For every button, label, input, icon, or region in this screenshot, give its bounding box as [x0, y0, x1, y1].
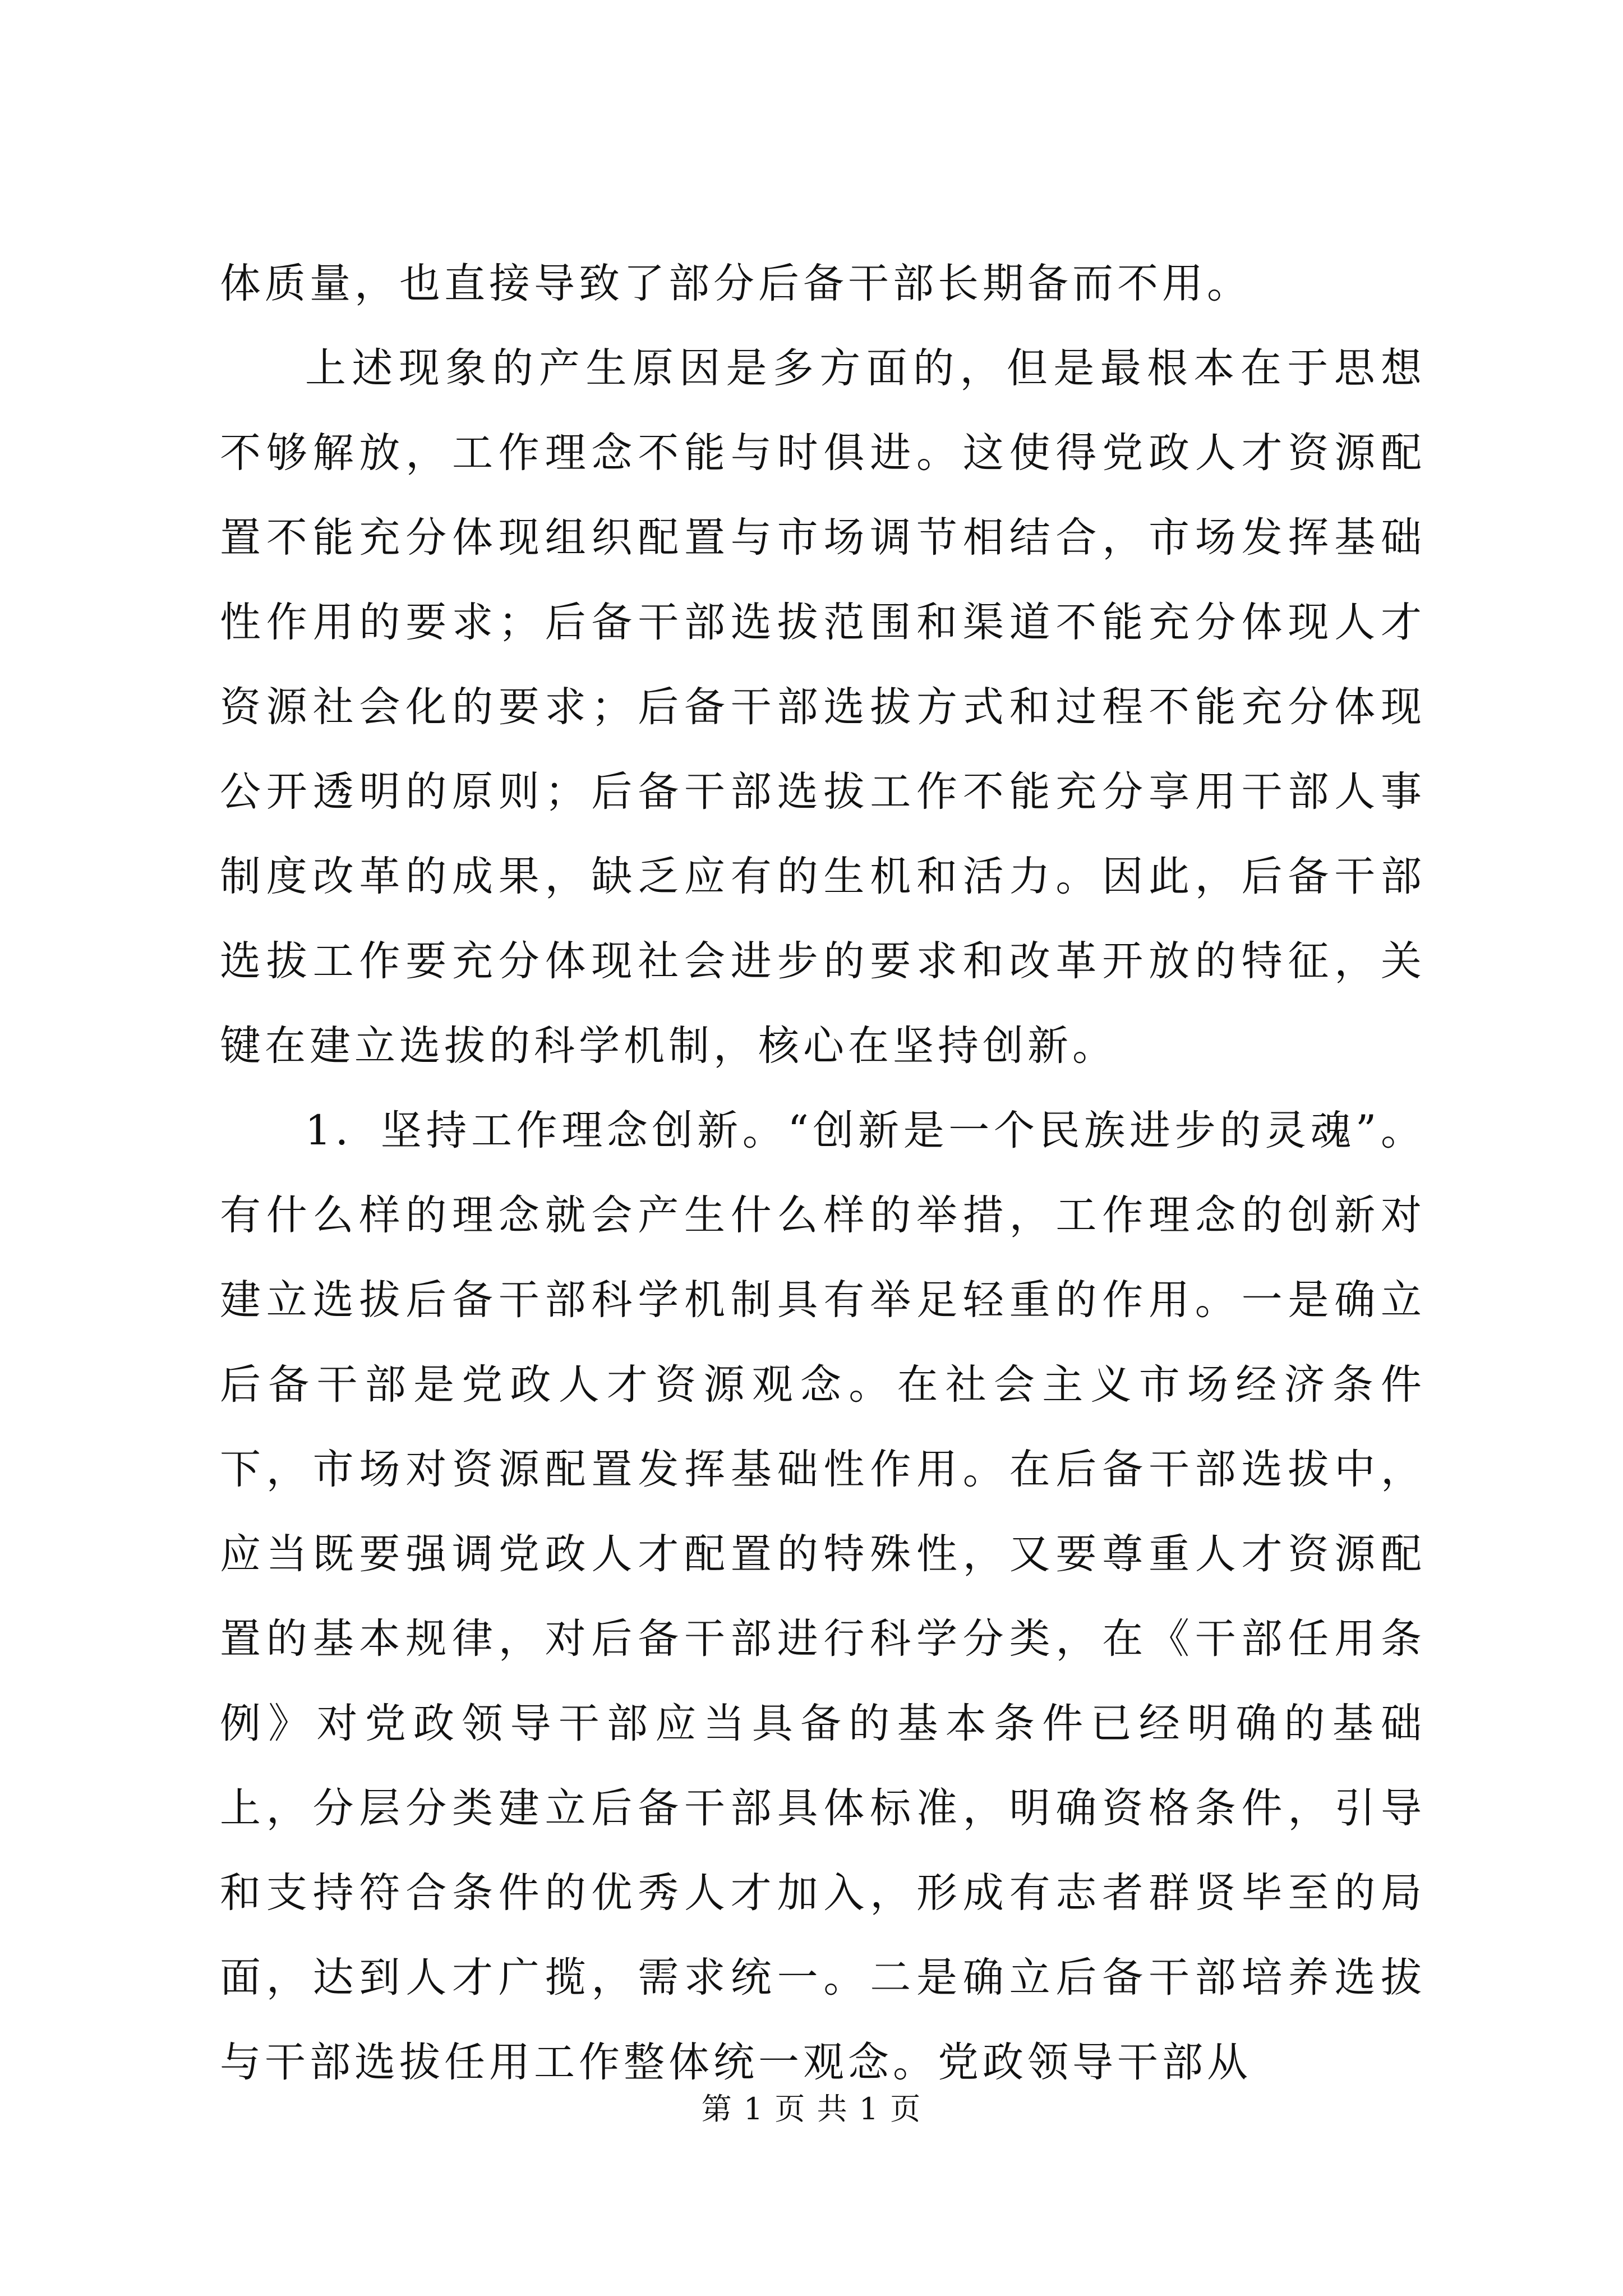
paragraph-continuation: 体质量，也直接导致了部分后备干部长期备而不用。 — [220, 260, 1252, 307]
paragraph-causes: 上述现象的产生原因是多方面的，但是最根本在于思想不够解放，工作理念不能与时俱进。这使得党政人才资源配置不能充分体现组织配置与市场调节相结合，市场发挥基础性作用的要求；后备干部选拔范围和渠道不能充分体现人才资源社会化的要求；后备干部选拔方式和过程不能充分体现公开透明的原则；后备干部选拔工作不能充分享用干部人事制度改革的成果，缺乏应有的生机和活力。因此，后备干部选拔工作要充分体现社会进步的要求和改革开放的特征，关键在建立选拔的科学机制，核心在坚持创新。 — [220, 344, 1426, 1070]
page-footer: 第 1 页 共 1 页 — [701, 2091, 922, 2127]
paragraph-innovation: 1．坚持工作理念创新。“创新是一个民族进步的灵魂”。有什么样的理念就会产生什么样的举措，工作理念的创新对建立选拔后备干部科学机制具有举足轻重的作用。一是确立后备干部是党政人才资源观念。在社会主义市场经济条件下，市场对资源配置发挥基础性作用。在后备干部选拔中，应当既要强调党政人才配置的特殊性，又要尊重人才资源配置的基本规律，对后备干部进行科学分类，在《干部任用条例》对党政领导干部应当具备的基本条件已经明确的基础上，分层分类建立后备干部具体标准，明确资格条件，引导和支持符合条件的优秀人才加入，形成有志者群贤毕至的局面，达到人才广揽，需求统一。二是确立后备干部培养选拔与干部选拔任用工作整体统一观念。党政领导干部从 — [220, 1107, 1426, 2086]
document-body — [220, 241, 1426, 2105]
